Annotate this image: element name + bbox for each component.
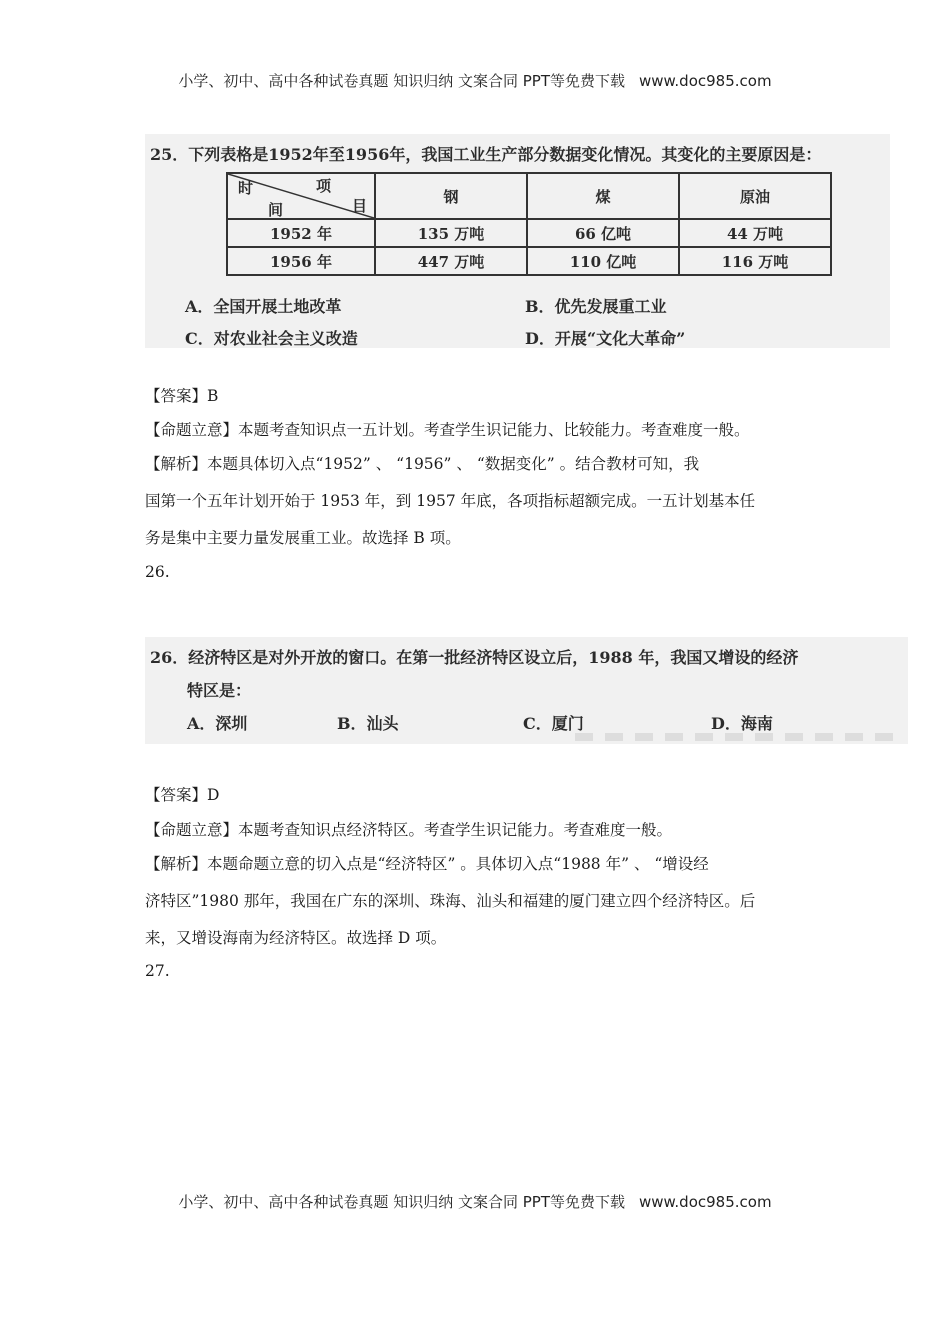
page-footer [0,1191,950,1212]
analysis-26-line2: 济特区”1980 那年，我国在广东的深圳、珠海、汕头和福建的厦门建立四个经济特区。后 [145,892,756,910]
column-header: 煤 [527,173,679,219]
header-site: www.doc985.com [638,72,772,90]
analysis-25-line1 [145,452,699,474]
footer-site: www.doc985.com [638,1193,772,1211]
answer-26 [145,783,219,805]
option-c: C．厦门 [523,714,584,733]
question-26-stem-line1: 26．经济特区是对外开放的窗口。在第一批经济特区设立后，1988 年，我国又增设的经济 [150,648,799,667]
table-header-row [227,173,831,219]
analysis-25-line3: 务是集中主要力量发展重工业。故选择 B 项。 [145,529,461,547]
option-d: D．海南 [711,714,773,733]
analysis-tag: 【解析】 [145,455,208,473]
analysis-text: 本题命题立意的切入点是“经济特区” 。具体切入点“1988 年” 、 “增设经 [207,855,709,873]
column-header: 钢 [375,173,527,219]
scan-artifact [575,733,905,741]
option-a: A．深圳 [187,714,248,733]
footer-text: 小学、初中、高中各种试卷真题 知识归纳 文案合同 PPT等免费下载 [178,1193,625,1211]
answer-25 [145,384,218,406]
answer-value: D [207,786,220,804]
option-a: A．全国开展土地改革 [185,297,342,316]
table-cell: 110 亿吨 [527,247,679,275]
intent-26 [145,818,672,840]
analysis-26-line1 [145,852,709,874]
analysis-26-line3: 来，又增设海南为经济特区。故选择 D 项。 [145,929,447,947]
question-26-stem-line2: 特区是： [187,681,252,700]
table-cell: 66 亿吨 [527,219,679,247]
option-d: D．开展“文化大革命” [525,329,686,348]
page-header [0,70,950,91]
answer-value: B [207,387,219,405]
corner-label-item: 项 [316,177,332,195]
table-row [227,247,831,275]
intent-tag: 【命题立意】 [145,421,239,439]
table-cell: 44 万吨 [679,219,831,247]
question-marker-26: 26. [145,563,170,581]
table-row [227,219,831,247]
question-25-image [145,134,890,348]
question-25-stem: 25．下列表格是1952年至1956年，我国工业生产部分数据变化情况。其变化的主要原因是： [150,145,822,164]
intent-25 [145,418,750,440]
analysis-text: 本题具体切入点“1952” 、 “1956” 、 “数据变化” 。结合教材可知，我 [207,455,700,473]
table-cell: 116 万吨 [679,247,831,275]
answer-tag: 【答案】 [145,387,208,405]
intent-tag: 【命题立意】 [145,821,239,839]
question-26-image [145,637,908,744]
corner-label-top: 时 [238,179,254,197]
analysis-25-line2: 国第一个五年计划开始于 1953 年，到 1957 年底，各项指标超额完成。一五计划基本任 [145,492,756,510]
option-b: B．汕头 [337,714,399,733]
option-b: B．优先发展重工业 [525,297,667,316]
row-year: 1952 年 [227,219,375,247]
table-cell: 135 万吨 [375,219,527,247]
table-corner-cell [227,173,375,219]
question-marker-27: 27. [145,962,170,980]
analysis-tag: 【解析】 [145,855,208,873]
header-text: 小学、初中、高中各种试卷真题 知识归纳 文案合同 PPT等免费下载 [178,72,625,90]
option-c: C．对农业社会主义改造 [185,329,358,348]
corner-label-target: 目 [352,197,368,215]
answer-tag: 【答案】 [145,786,208,804]
column-header: 原油 [679,173,831,219]
intent-text: 本题考查知识点一五计划。考查学生识记能力、比较能力。考查难度一般。 [238,421,750,439]
table-cell: 447 万吨 [375,247,527,275]
row-year: 1956 年 [227,247,375,275]
corner-label-bottom: 间 [268,201,284,219]
production-table [226,172,832,276]
intent-text: 本题考查知识点经济特区。考查学生识记能力。考查难度一般。 [238,821,673,839]
